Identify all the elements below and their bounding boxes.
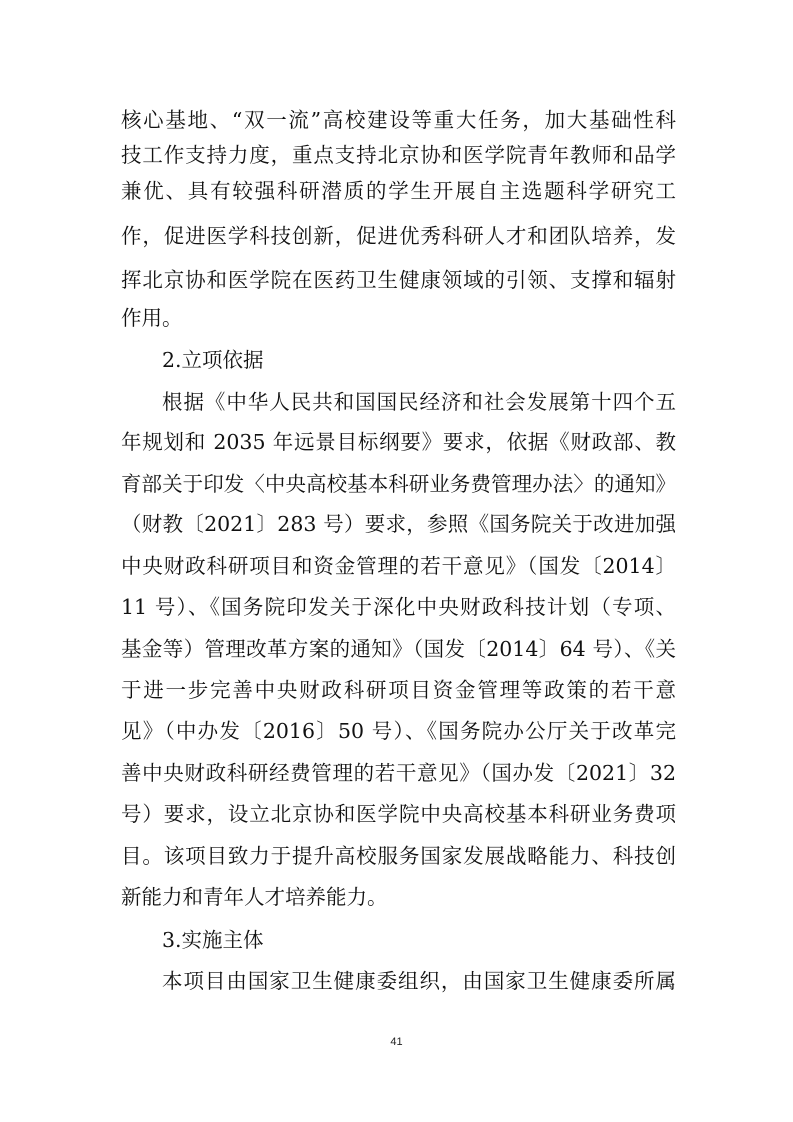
paragraph-line: 11 号）、《国务院印发关于深化中央财政科技计划（专项、 (121, 595, 676, 619)
paragraph-line: 作，促进医学科技创新，促进优秀科研人才和团队培养，发 (121, 224, 676, 248)
paragraph-line: 技工作支持力度，重点支持北京协和医学院青年教师和品学 (121, 143, 676, 167)
section-heading: 2.立项依据 (162, 348, 264, 372)
paragraph-line: 育部关于印发〈中央高校基本科研业务费管理办法〉的通知》 (121, 472, 676, 496)
paragraph-line: 于进一步完善中央财政科研项目资金管理等政策的若干意 (121, 678, 676, 702)
paragraph-line: 号）要求，设立北京协和医学院中央高校基本科研业务费项 (121, 802, 676, 826)
paragraph-line: 核心基地、“双一流”高校建设等重大任务，加大基础性科 (121, 108, 676, 132)
paragraph-line: 基金等）管理改革方案的通知》（国发〔2014〕64 号）、《关 (121, 637, 676, 661)
paragraph-line: 挥北京协和医学院在医药卫生健康领域的引领、支撑和辐射 (121, 268, 676, 292)
paragraph-line: 目。该项目致力于提升高校服务国家发展战略能力、科技创 (121, 844, 676, 868)
section-heading: 3.实施主体 (162, 928, 264, 952)
paragraph-line: 中央财政科研项目和资金管理的若干意见》（国发〔2014〕 (121, 554, 676, 578)
paragraph-line: 根据《中华人民共和国国民经济和社会发展第十四个五 (162, 390, 676, 414)
paragraph-line: 新能力和青年人才培养能力。 (121, 885, 388, 909)
paragraph-line: 见》（中办发〔2016〕50 号）、《国务院办公厅关于改革完 (121, 719, 676, 743)
paragraph-line: （财教〔2021〕283 号）要求，参照《国务院关于改进加强 (121, 512, 676, 536)
paragraph-line: 作用。 (121, 306, 183, 330)
paragraph-line: 本项目由国家卫生健康委组织，由国家卫生健康委所属 (162, 969, 676, 993)
paragraph-line: 年规划和 2035 年远景目标纲要》要求，依据《财政部、教 (121, 430, 676, 454)
paragraph-line: 善中央财政科研经费管理的若干意见》（国办发〔2021〕32 (121, 761, 676, 785)
paragraph-line: 兼优、具有较强科研潜质的学生开展自主选题科学研究工 (121, 179, 676, 203)
page-number: 41 (390, 1036, 403, 1048)
